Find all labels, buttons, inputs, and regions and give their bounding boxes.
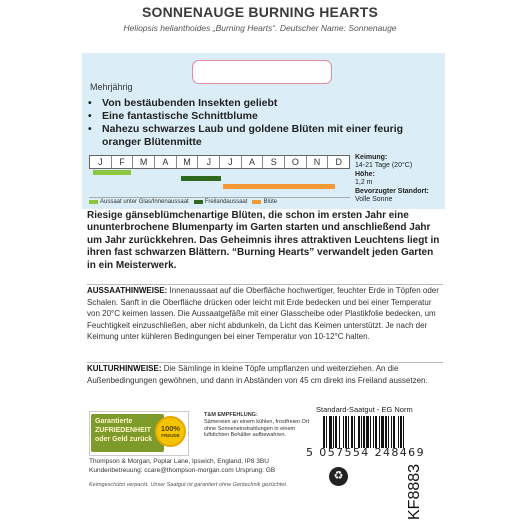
germination-value: 14-21 Tage (20°C) [355,162,413,170]
flowering-bar [223,184,335,189]
feature-item: • Von bestäubenden Insekten geliebt [88,97,278,109]
location-label: Bevorzugter Standort: [355,187,429,195]
feature-list [88,97,438,149]
legend-item: Freilandaussaat [194,198,248,206]
storage-tip [204,412,312,439]
month-cell: D [335,157,342,167]
outdoor-sowing-bar [181,176,221,181]
month-cell: A [242,156,264,168]
height-label: Höhe: [355,170,375,178]
culture-heading: KULTURHINWEISE: [87,364,162,373]
month-cell: A [155,156,177,168]
company-address: Thompson & Morgan, Poplar Lane, Ipswich, England, IP8 3BU Kundenbetreuung: ccare@thompson-morgan.com Ursprung: GB [89,458,276,474]
barcode-stripe [404,416,406,448]
month-cell: J [90,156,112,168]
product-title: SONNENAUGE BURNING HEARTS [141,4,378,20]
culture-text: Die Sämlinge in kleine Töpfe umpflanzen und weiterziehen. An die Außenbedingungen gewöhnen, und dann in Abständen von 45 cm direkt ins Freiland aussetzen. [87,364,428,385]
footer-note: Keimgeschützt verpackt. Unser Saatgut ist garantiert ohne Gentechnik gezüchtet. [89,482,288,488]
feature-item: • Nahezu schwarzes Laub und goldene Blüten mit einer feurig oranger Blütenmitte [88,123,404,148]
indoor-sowing-bar [93,170,131,175]
feature-item: • Eine fantastische Schnittblume [88,110,258,122]
month-calendar [89,155,350,169]
legend-item: Blüte [252,198,277,206]
growing-facts [355,154,445,204]
sowing-text: Innenaussaat auf die Oberfläche hochwertiger, feuchter Erde in Töpfen oder Schalen. Sanft in die Oberfläche drücken oder leicht mit Erde bedecken und bei einer Temperatur von 20°C keimen lassen. Die Aussaatgefäße mit einer Glasscheibe oder Plastikfolie bedecken, um Feuchtigkeit einzuschließen, aber nicht abdunkeln, da Licht das Keimen unterstützt. Je nach der Keimung unter kühleren Bedingungen bei einer Temperatur von 10-12°C halten. [87,286,439,341]
month-cell: M [133,156,155,168]
guarantee-badge: Garantierte ZUFRIEDENHEIT oder Geld zurück [91,414,164,452]
legend-swatch [252,200,261,204]
culture-instructions [87,363,443,386]
bullet-icon: • [88,110,92,122]
legend-swatch [89,200,98,204]
month-cell: J [220,156,242,168]
storage-tip-heading: T&M EMPFEHLUNG: [204,412,258,418]
description: Riesige gänseblümchenartige Blüten, die schon im ersten Jahr eine ununterbrochene Blumenparty im Garten starten und anschließend Jahr um Jahr zurückkehren. Das Geheimnis ihres attraktiven Leuchtens liegt in ihren fast schwarzen Blättern. “Burning Hearts” verwandelt jeden Garten in ein Meisterwerk. [87,210,440,271]
satisfaction-seal-icon: 100% FREUDE [155,416,186,447]
sowing-heading: AUSSAATHINWEISE: [87,286,168,295]
month-cell: N [307,156,329,168]
month-cell: J [198,156,220,168]
calendar-legend [89,197,350,206]
plant-type: Mehrjährig [90,82,133,92]
month-cell: S [263,156,285,168]
storage-tip-text: Sämereien an einem kühlen, frostfreien Ort ohne Sonneneinstrahlungen in einem luftdichten Behälter aufbewahren. [204,419,310,439]
latin-name: Heliopsis helianthoides „Burning Hearts“. Deutscher Name: Sonnenauge [123,23,397,33]
germination-label: Keimung: [355,154,388,161]
product-code: KF8883 [406,463,423,520]
location-value: Volle Sonne [355,196,393,204]
seed-standard: Standard-Saatgut - EG Norm [316,405,413,414]
bullet-icon: • [88,123,92,135]
label-pill [192,60,332,84]
sowing-instructions [87,285,443,343]
barcode [323,416,443,448]
month-cell: F [112,156,134,168]
bullet-icon: • [88,97,92,109]
barcode-number: 5 057554 248469 [306,446,425,459]
legend-swatch [194,200,203,204]
month-cell: M [177,156,199,168]
recycle-icon: ♻ [329,467,348,486]
month-cell: O [285,156,307,168]
legend-item: Aussaat unter Glas/Innenaussaat [89,198,189,206]
height-value: 1,2 m [355,179,373,187]
